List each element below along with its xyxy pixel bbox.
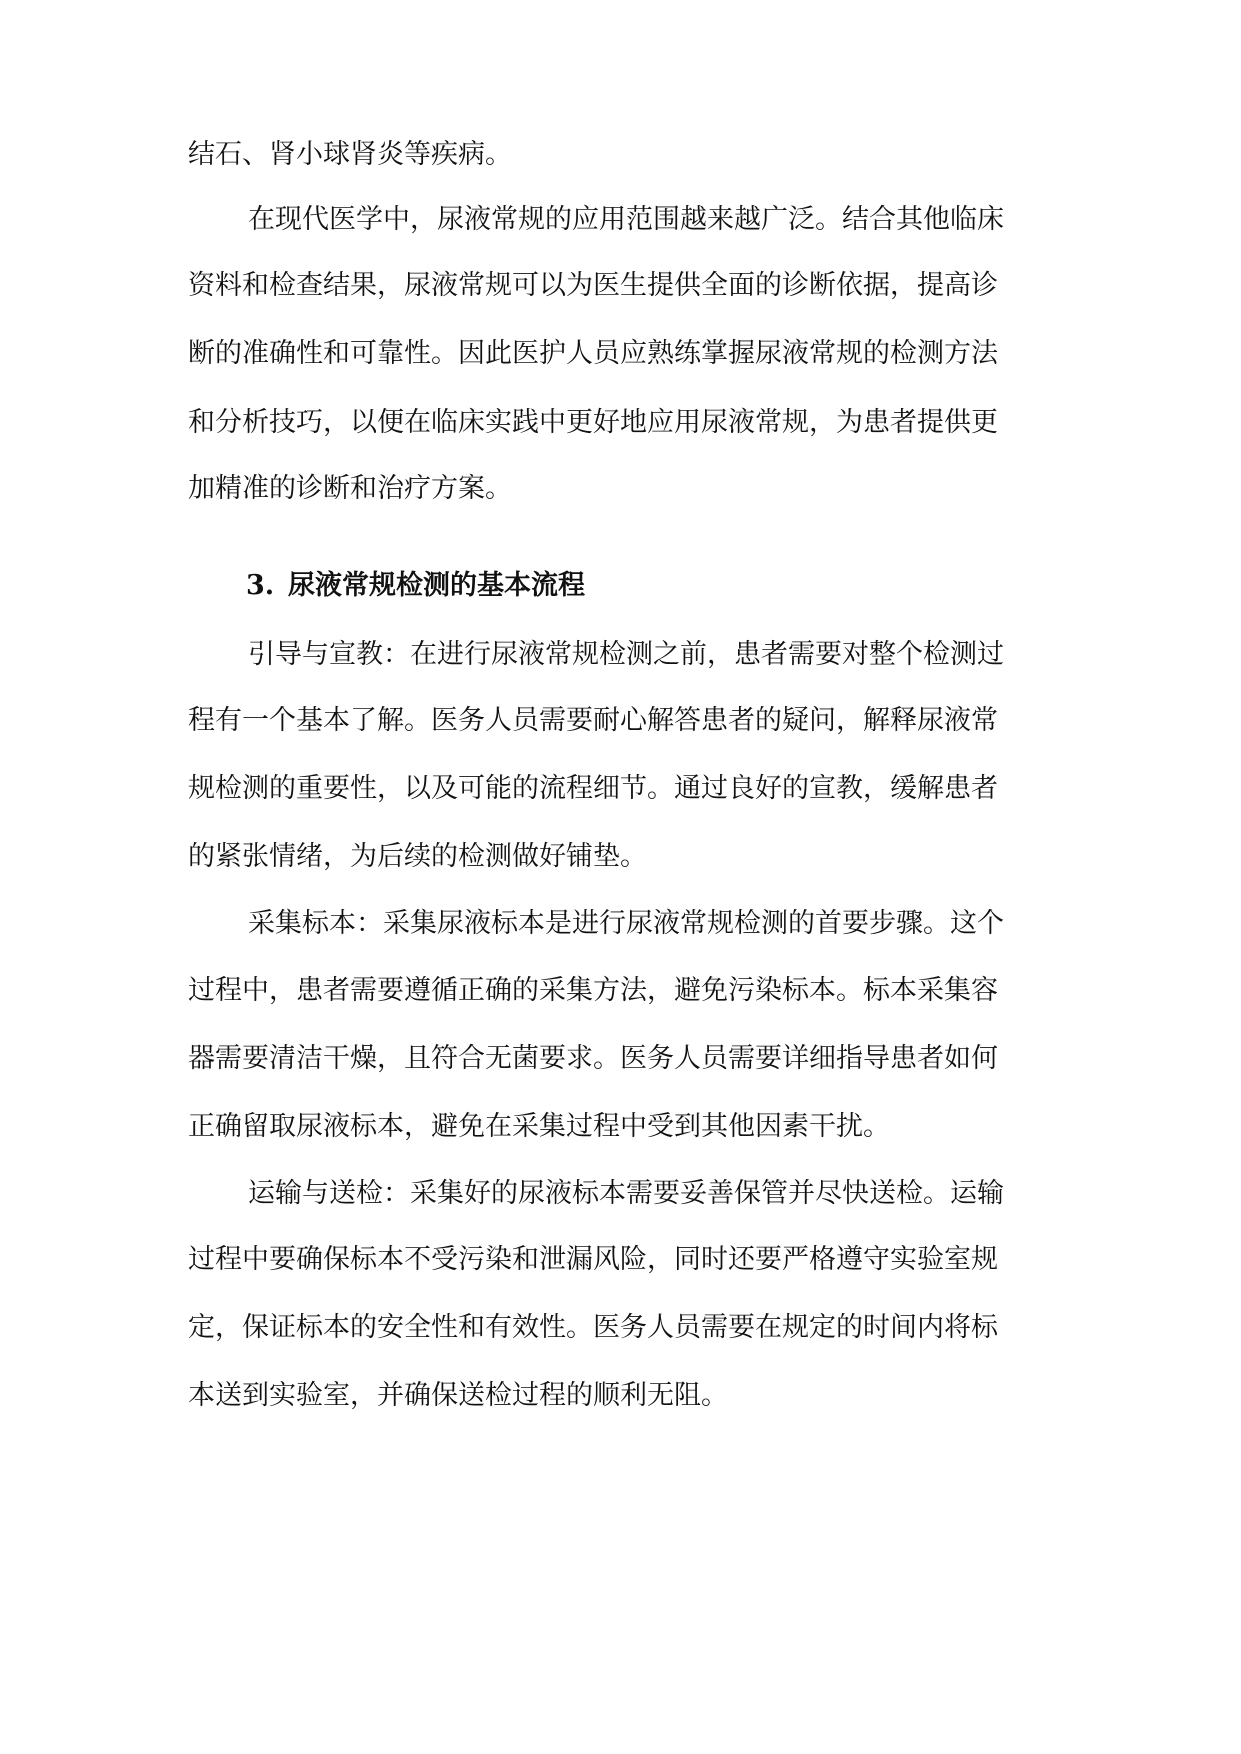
paragraph-line: 在现代医学中，尿液常规的应用范围越来越广泛。结合其他临床 [248,204,1004,235]
paragraph-line: 资料和检查结果，尿液常规可以为医生提供全面的诊断依据，提高诊 [188,270,998,301]
paragraph-line: 运输与送检：采集好的尿液标本需要妥善保管并尽快送检。运输 [248,1178,1004,1209]
section-title: 尿液常规检测的基本流程 [288,570,585,601]
section-number: 3. [246,570,275,601]
paragraph-line: 定，保证标本的安全性和有效性。医务人员需要在规定的时间内将标 [188,1312,998,1343]
paragraph-line: 程有一个基本了解。医务人员需要耐心解答患者的疑问，解释尿液常 [188,705,998,736]
paragraph-line: 断的准确性和可靠性。因此医护人员应熟练掌握尿液常规的检测方法 [188,338,998,369]
paragraph-line: 引导与宣教：在进行尿液常规检测之前，患者需要对整个检测过 [248,639,1004,670]
paragraph-line: 采集标本：采集尿液标本是进行尿液常规检测的首要步骤。这个 [248,908,1004,939]
paragraph-line: 结石、肾小球肾炎等疾病。 [188,139,512,170]
paragraph-line: 加精准的诊断和治疗方案。 [188,473,512,504]
paragraph-line: 本送到实验室，并确保送检过程的顺利无阻。 [188,1380,728,1411]
paragraph-line: 规检测的重要性，以及可能的流程细节。通过良好的宣教，缓解患者 [188,773,998,804]
paragraph-line: 过程中要确保标本不受污染和泄漏风险，同时还要严格遵守实验室规 [188,1244,998,1275]
paragraph-line: 正确留取尿液标本，避免在采集过程中受到其他因素干扰。 [188,1111,890,1142]
paragraph-line: 过程中，患者需要遵循正确的采集方法，避免污染标本。标本采集容 [188,975,998,1006]
section-heading [246,566,1066,606]
paragraph-line: 和分析技巧，以便在临床实践中更好地应用尿液常规，为患者提供更 [188,407,998,438]
paragraph-line: 的紧张情绪，为后续的检测做好铺垫。 [188,841,647,872]
paragraph-line: 器需要清洁干燥，且符合无菌要求。医务人员需要详细指导患者如何 [188,1043,998,1074]
